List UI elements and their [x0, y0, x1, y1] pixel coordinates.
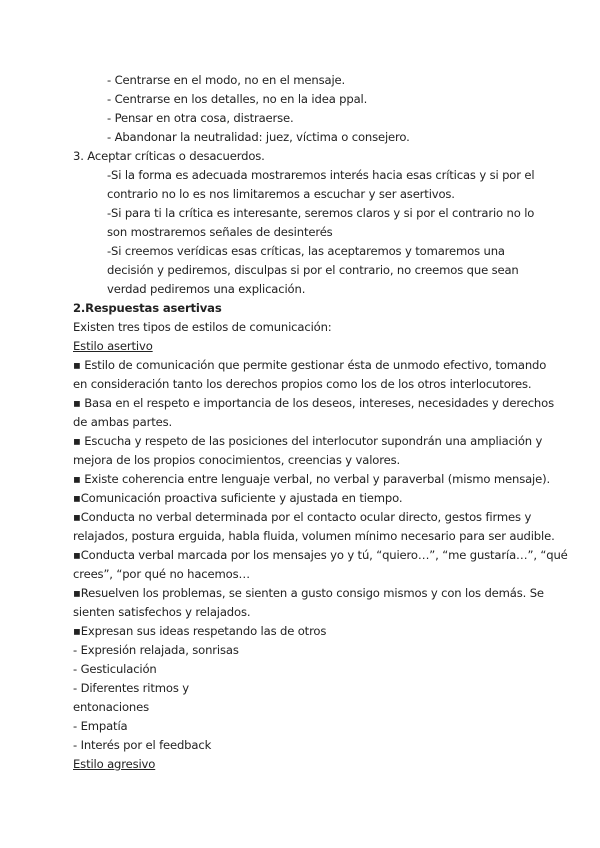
paragraph-line: mejora de los propios conocimientos, creencias y valores.: [73, 453, 401, 467]
list-item: - Pensar en otra cosa, distraerse.: [107, 111, 294, 125]
paragraph-line: relajados, postura erguida, habla fluida, volumen mínimo necesario para ser audible.: [73, 529, 555, 543]
paragraph-line: ▪Conducta verbal marcada por los mensajes yo y tú, “quiero…”, “me gustaría…”, “qué: [73, 548, 568, 562]
paragraph-line: ▪Comunicación proactiva suficiente y ajustada en tiempo.: [73, 491, 403, 505]
list-item: - Centrarse en los detalles, no en la idea ppal.: [107, 92, 368, 106]
paragraph-line: de ambas partes.: [73, 415, 173, 429]
paragraph-line: ▪ Estilo de comunicación que permite gestionar ésta de unmodo efectivo, tomando: [73, 358, 547, 372]
list-item: - Gesticulación: [73, 662, 157, 676]
paragraph-line: sienten satisfechos y relajados.: [73, 605, 251, 619]
paragraph-line: son mostraremos señales de desinterés: [107, 225, 333, 239]
list-item: - Empatía: [73, 719, 128, 733]
section-heading: 2.Respuestas asertivas: [73, 301, 222, 315]
subheading-aggressive: Estilo agresivo: [73, 757, 156, 771]
subheading-assertive: Estilo asertivo: [73, 339, 153, 353]
list-item: - Abandonar la neutralidad: juez, víctima o consejero.: [107, 130, 410, 144]
paragraph-line: ▪ Existe coherencia entre lenguaje verbal, no verbal y paraverbal (mismo mensaje).: [73, 472, 551, 486]
paragraph-line: -Si la forma es adecuada mostraremos interés hacia esas críticas y si por el: [107, 168, 535, 182]
paragraph-line: en consideración tanto los derechos propios como los de los otros interlocutores.: [73, 377, 532, 391]
paragraph-line: -Si creemos verídicas esas críticas, las aceptaremos y tomaremos una: [107, 244, 505, 258]
paragraph-line: ▪ Escucha y respeto de las posiciones del interlocutor supondrán una ampliación y: [73, 434, 543, 448]
section-heading: 3. Aceptar críticas o desacuerdos.: [73, 149, 265, 163]
list-item: - Expresión relajada, sonrisas: [73, 643, 239, 657]
paragraph-line: decisión y pediremos, disculpas si por el contrario, no creemos que sean: [107, 263, 519, 277]
paragraph-line: ▪ Basa en el respeto e importancia de los deseos, intereses, necesidades y derechos: [73, 396, 554, 410]
paragraph-line: crees”, “por qué no hacemos…: [73, 567, 250, 581]
paragraph-line: contrario no lo es nos limitaremos a escuchar y ser asertivos.: [107, 187, 455, 201]
paragraph-line: ▪Expresan sus ideas respetando las de otros: [73, 624, 327, 638]
list-item: - Diferentes ritmos y: [73, 681, 189, 695]
paragraph-line: -Si para ti la crítica es interesante, seremos claros y si por el contrario no lo: [107, 206, 535, 220]
intro-line: Existen tres tipos de estilos de comunicación:: [73, 320, 332, 334]
list-item: - Interés por el feedback: [73, 738, 212, 752]
list-item: entonaciones: [73, 700, 149, 714]
list-item: - Centrarse en el modo, no en el mensaje.: [107, 73, 346, 87]
paragraph-line: ▪Resuelven los problemas, se sienten a gusto consigo mismos y con los demás. Se: [73, 586, 544, 600]
paragraph-line: verdad pediremos una explicación.: [107, 282, 306, 296]
paragraph-line: ▪Conducta no verbal determinada por el contacto ocular directo, gestos firmes y: [73, 510, 532, 524]
